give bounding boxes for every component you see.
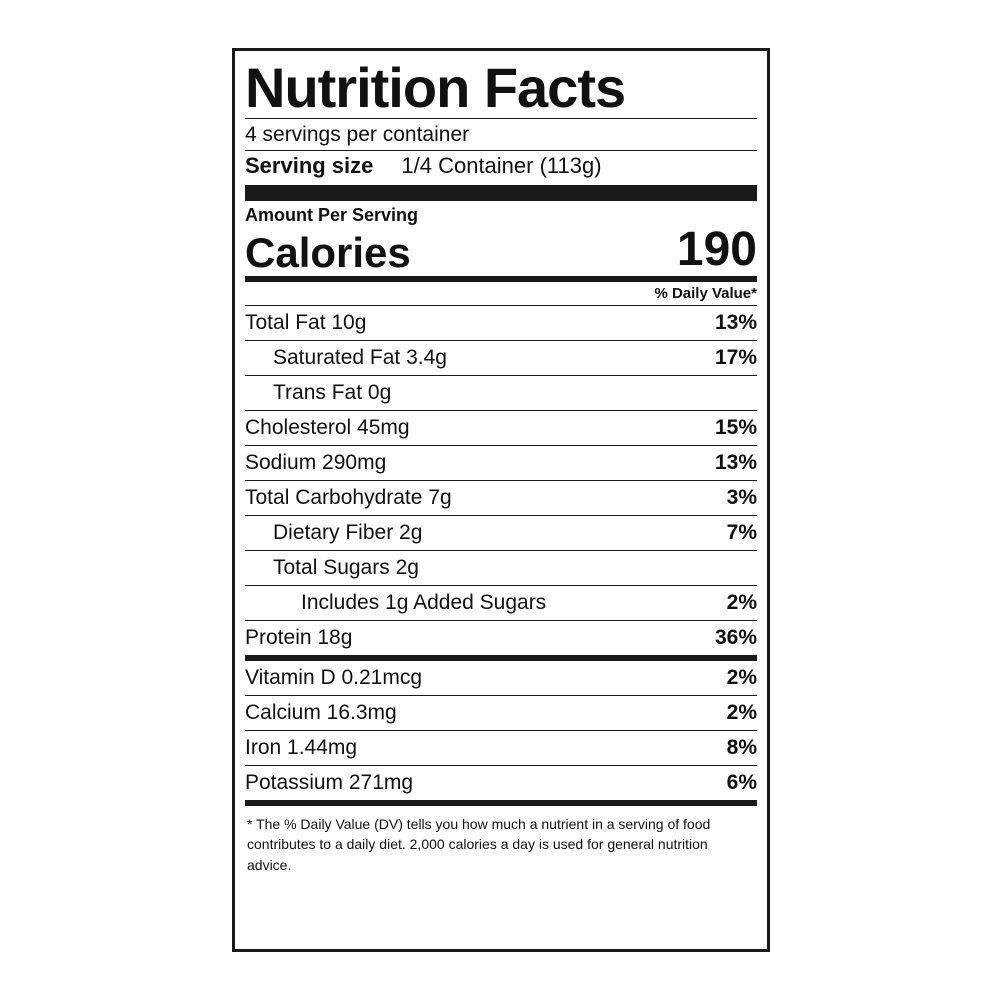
vitamin-pct: 6% — [726, 771, 757, 795]
nutrient-pct: 15% — [714, 416, 757, 440]
nutrient-row — [245, 306, 757, 340]
vitamin-row — [245, 696, 757, 730]
nutrient-name: Sodium 290mg — [245, 451, 387, 475]
amount-per-serving-label: Amount Per Serving — [245, 205, 419, 226]
calories-label: Calories — [245, 229, 411, 277]
vitamin-pct: 2% — [726, 701, 757, 725]
calories-value: 190 — [676, 223, 757, 277]
vitamin-name: Vitamin D 0.21mcg — [245, 666, 423, 690]
nutrition-facts-label — [232, 48, 770, 952]
nutrient-pct: 7% — [726, 521, 757, 545]
calories-row — [245, 223, 757, 277]
nutrient-pct: 13% — [714, 451, 757, 475]
serving-size-label: Serving size — [245, 153, 374, 179]
nutrient-pct: 3% — [726, 486, 757, 510]
nutrient-row — [245, 376, 757, 410]
vitamin-row — [245, 661, 757, 695]
vitamin-name: Potassium 271mg — [245, 771, 414, 795]
daily-value-header: % Daily Value* — [654, 285, 757, 303]
nutrient-name: Includes 1g Added Sugars — [301, 591, 547, 615]
nutrient-pct: 2% — [726, 591, 757, 615]
divider-thick-top — [245, 185, 757, 201]
vitamin-row — [245, 731, 757, 765]
serving-size-value: 1/4 Container (113g) — [401, 153, 602, 179]
nutrient-name: Total Fat 10g — [245, 311, 367, 335]
nutrient-name: Protein 18g — [245, 626, 353, 650]
nutrient-name: Total Sugars 2g — [273, 556, 419, 580]
nutrient-row — [245, 446, 757, 480]
nutrient-name: Cholesterol 45mg — [245, 416, 410, 440]
nutrient-row — [245, 481, 757, 515]
nutrient-name: Total Carbohydrate 7g — [245, 486, 452, 510]
nutrient-pct: 17% — [714, 346, 757, 370]
nutrient-name: Trans Fat 0g — [273, 381, 392, 405]
servings-per-container: 4 servings per container — [245, 123, 470, 147]
nutrient-row — [245, 341, 757, 375]
vitamin-name: Calcium 16.3mg — [245, 701, 397, 725]
vitamin-name: Iron 1.44mg — [245, 736, 358, 760]
page-title: Nutrition Facts — [245, 56, 626, 119]
nutrient-row — [245, 551, 757, 585]
nutrient-name: Dietary Fiber 2g — [273, 521, 423, 545]
nutrient-pct: 13% — [714, 311, 757, 335]
nutrient-row — [245, 586, 757, 620]
daily-value-footnote: * The % Daily Value (DV) tells you how much a nutrient in a serving of food contributes to a daily diet. 2,000 calories a day is used for general nutrition advice. — [247, 816, 711, 873]
nutrient-row — [245, 621, 757, 655]
vitamin-row — [245, 766, 757, 800]
vitamin-pct: 2% — [726, 666, 757, 690]
serving-size-row — [245, 151, 757, 185]
nutrient-row — [245, 411, 757, 445]
nutrient-name: Saturated Fat 3.4g — [273, 346, 447, 370]
nutrient-pct: 36% — [714, 626, 757, 650]
vitamin-pct: 8% — [726, 736, 757, 760]
nutrient-row — [245, 516, 757, 550]
